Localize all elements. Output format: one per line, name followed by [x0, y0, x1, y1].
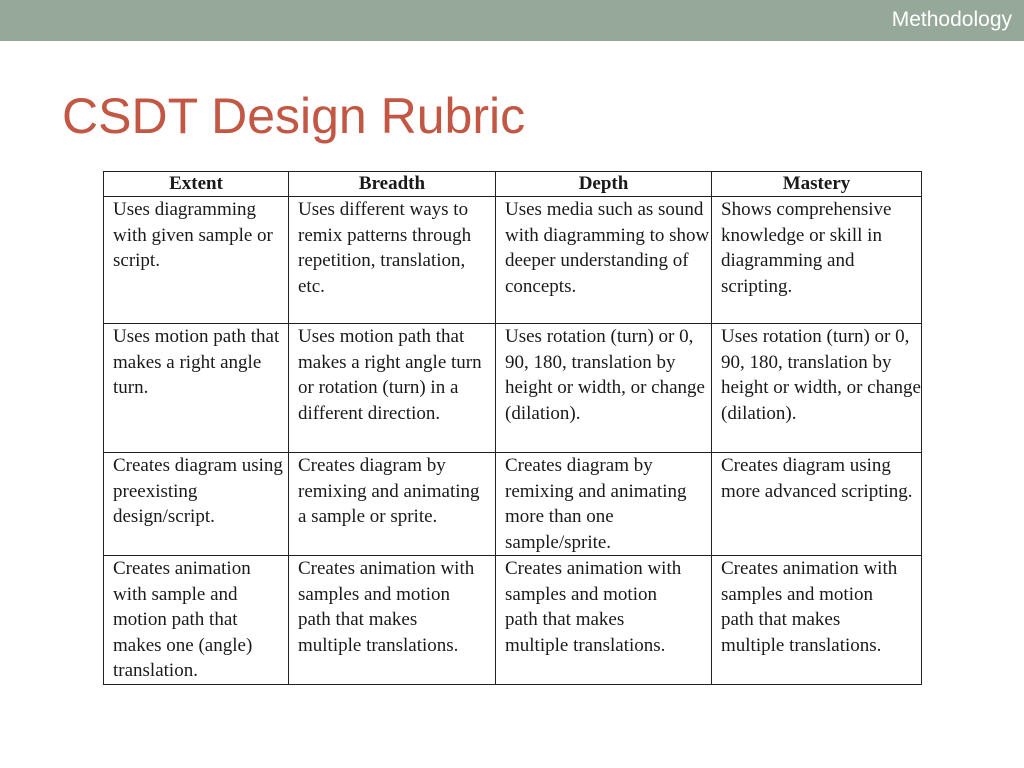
table-cell: Uses diagramming with given sample or script.: [104, 197, 289, 324]
table-cell: Uses rotation (turn) or 0, 90, 180, translation by height or width, or change (dilation).: [712, 324, 922, 453]
table-row: [104, 556, 922, 685]
table-cell: Creates diagram by remixing and animating a sample or sprite.: [289, 453, 496, 556]
slide-title: CSDT Design Rubric: [62, 88, 526, 144]
table-row: [104, 197, 922, 324]
table-cell: Uses motion path that makes a right angle turn.: [104, 324, 289, 453]
column-header-extent: Extent: [104, 172, 289, 197]
column-header-breadth: Breadth: [289, 172, 496, 197]
table-row: [104, 324, 922, 453]
table-cell: Creates animation with samples and motion path that makes multiple translations.: [496, 556, 712, 685]
table-header-row: [104, 172, 922, 197]
table-cell: Creates diagram by remixing and animating more than one sample/sprite.: [496, 453, 712, 556]
rubric-table: [103, 171, 922, 685]
header-band: [0, 0, 1024, 41]
column-header-mastery: Mastery: [712, 172, 922, 197]
table-cell: Uses media such as sound with diagramming to show deeper understanding of concepts.: [496, 197, 712, 324]
table-cell: Creates diagram using more advanced scripting.: [712, 453, 922, 556]
table-cell: Shows comprehensive knowledge or skill in diagramming and scripting.: [712, 197, 922, 324]
table-cell: Uses different ways to remix patterns through repetition, translation, etc.: [289, 197, 496, 324]
table-cell: Creates animation with sample and motion path that makes one (angle) translation.: [104, 556, 289, 685]
table-cell: Creates animation with samples and motion path that makes multiple translations.: [289, 556, 496, 685]
section-label: Methodology: [891, 8, 1012, 31]
table-cell: Uses motion path that makes a right angle turn or rotation (turn) in a different direction.: [289, 324, 496, 453]
column-header-depth: Depth: [496, 172, 712, 197]
table-cell: Creates animation with samples and motion path that makes multiple translations.: [712, 556, 922, 685]
table-row: [104, 453, 922, 556]
table-cell: Uses rotation (turn) or 0, 90, 180, translation by height or width, or change (dilation).: [496, 324, 712, 453]
table-cell: Creates diagram using preexisting design/script.: [104, 453, 289, 556]
